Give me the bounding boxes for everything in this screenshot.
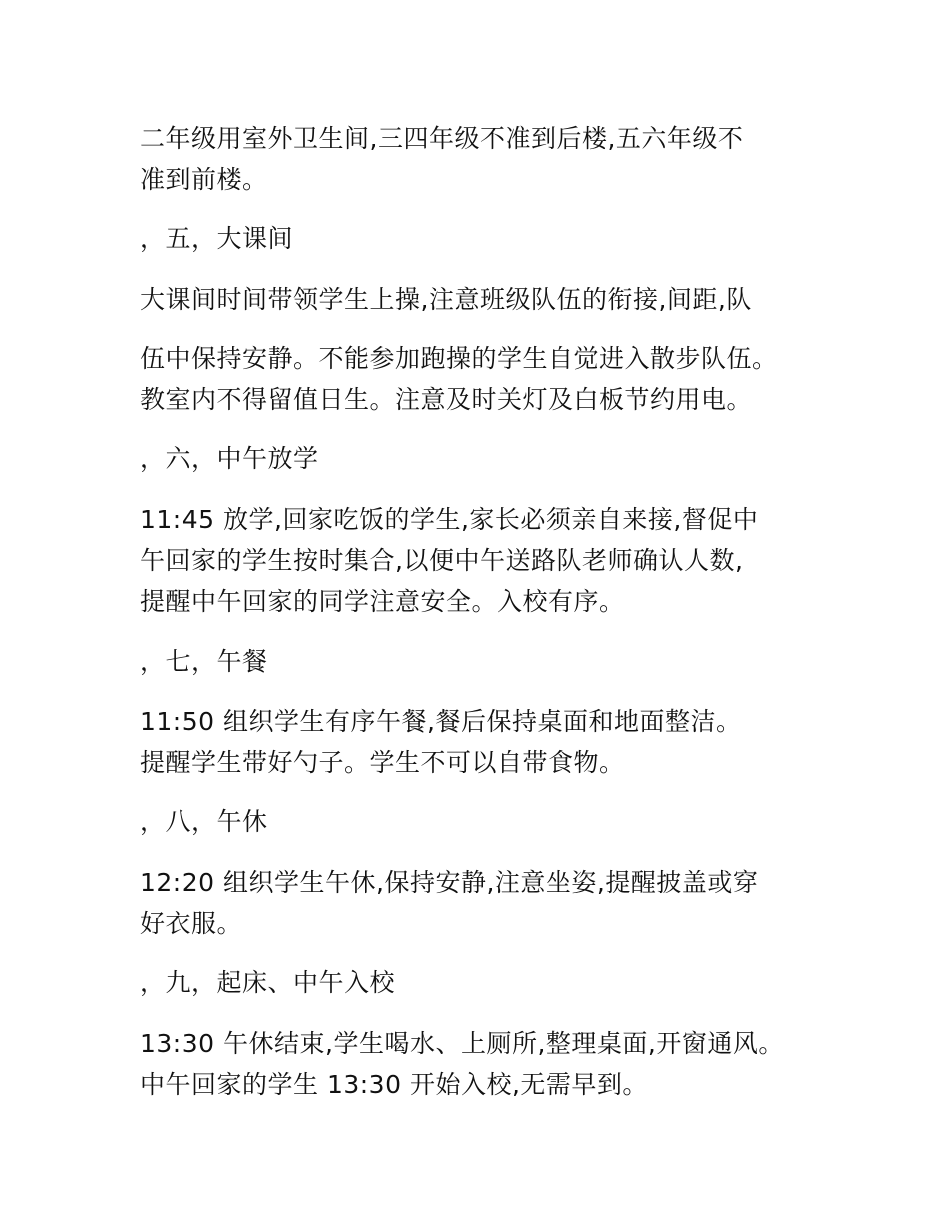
section-heading-6: ，六，中午放学 xyxy=(140,444,319,473)
paragraph-line: 提醒中午回家的同学注意安全。入校有序。 xyxy=(140,587,625,616)
paragraph-line: 准到前楼。 xyxy=(140,165,268,194)
paragraph-line: 中午回家的学生 13:30 开始入校,无需早到。 xyxy=(140,1070,648,1099)
paragraph-line: 好衣服。 xyxy=(140,909,243,938)
section-heading-9: ，九，起床、中午入校 xyxy=(140,968,396,997)
paragraph-line: 伍中保持安静。不能参加跑操的学生自觉进入散步队伍。 xyxy=(140,344,778,373)
section-heading-5: ，五，大课间 xyxy=(140,224,294,253)
section-heading-8: ，八，午休 xyxy=(140,807,268,836)
paragraph-line: 13:30 午休结束,学生喝水、上厕所,整理桌面,开窗通风。 xyxy=(140,1029,784,1058)
paragraph-line: 提醒学生带好勺子。学生不可以自带食物。 xyxy=(140,748,625,777)
paragraph-line: 大课间时间带领学生上操,注意班级队伍的衔接,间距,队 xyxy=(140,285,752,314)
section-heading-7: ，七，午餐 xyxy=(140,647,268,676)
paragraph-line: 11:45 放学,回家吃饭的学生,家长必须亲自来接,督促中 xyxy=(140,505,759,534)
paragraph-line: 11:50 组织学生有序午餐,餐后保持桌面和地面整洁。 xyxy=(140,707,742,736)
paragraph-line: 二年级用室外卫生间,三四年级不准到后楼,五六年级不 xyxy=(140,124,744,153)
paragraph-line: 午回家的学生按时集合,以便中午送路队老师确认人数, xyxy=(140,546,744,575)
paragraph-line: 教室内不得留值日生。注意及时关灯及白板节约用电。 xyxy=(140,385,753,414)
paragraph-line: 12:20 组织学生午休,保持安静,注意坐姿,提醒披盖或穿 xyxy=(140,868,759,897)
